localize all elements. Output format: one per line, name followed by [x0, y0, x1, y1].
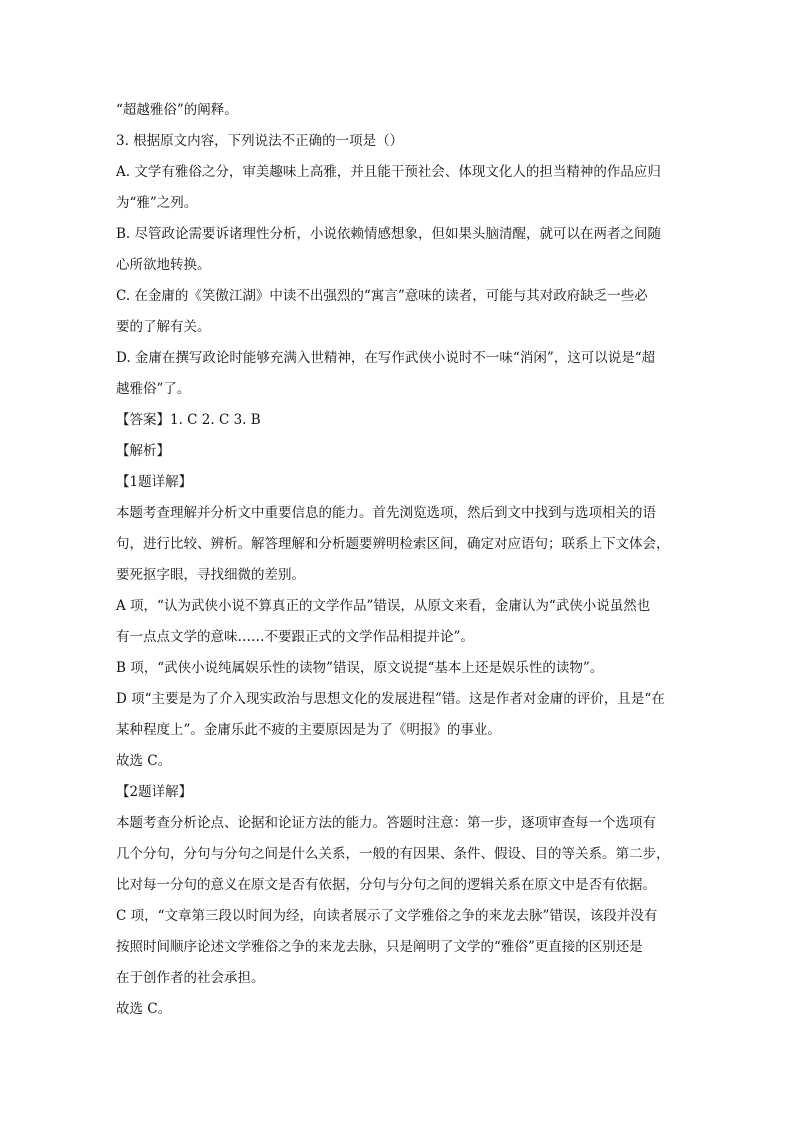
option-a-line-1: A. 文学有雅俗之分，审美趣味上高雅，并且能干预社会、体现文化人的担当精神的作品应归	[116, 164, 661, 180]
q1-explanation-line-3: 要死抠字眼，寻找细微的差别。	[116, 567, 305, 583]
q1-item-a-line-1: A 项，“认为武侠小说不算真正的文学作品”错误，从原文来看，金庸认为“武侠小说虽然也	[116, 598, 651, 614]
q1-explanation-line-2: 句，进行比较、辨析。解答理解和分析题要辨明检索区间，确定对应语句；联系上下文体会，	[116, 536, 670, 552]
q1-item-d-line-1: D 项“主要是为了介入现实政治与思想文化的发展进程”错。这是作者对金庸的评价，且是“在	[116, 691, 665, 707]
q2-explanation-line-3: 比对每一分句的意义在原文是否有依据，分句与分句之间的逻辑关系在原文中是否有依据。	[116, 877, 656, 893]
q2-item-c-line-2: 按照时间顺序论述文学雅俗之争的来龙去脉，只是阐明了文学的“雅俗”更直接的区别还是	[116, 939, 643, 955]
q1-item-a-line-2: 有一点点文学的意味……不要跟正式的文学作品相提并论”。	[116, 629, 474, 645]
option-c-line-1: C. 在金庸的《笑傲江湖》中读不出强烈的“寓言”意味的读者，可能与其对政府缺乏一些必	[116, 288, 648, 304]
option-d-line-2: 越雅俗”了。	[116, 381, 191, 397]
q2-detail-heading: 【2题详解】	[116, 784, 193, 800]
q2-conclusion: 故选 C。	[116, 1001, 172, 1017]
q1-detail-heading: 【1题详解】	[116, 474, 193, 490]
q2-explanation-line-2: 几个分句，分句与分句之间是什么关系，一般的有因果、条件、假设、目的等关系。第二步，	[116, 846, 670, 862]
analysis-heading: 【解析】	[116, 443, 170, 459]
question-3-stem: 3. 根据原文内容，下列说法不正确的一项是（）	[116, 133, 404, 149]
option-c-line-2: 要的了解有关。	[116, 319, 211, 335]
q1-item-d-line-2: 某种程度上”。金庸乐此不疲的主要原因是为了《明报》的事业。	[116, 722, 501, 738]
q2-item-c-line-3: 在于创作者的社会承担。	[116, 970, 265, 986]
q1-item-b: B 项，“武侠小说纯属娱乐性的读物”错误，原文说提“基本上还是娱乐性的读物”。	[116, 660, 604, 676]
answer-line: 【答案】1. C 2. C 3. B	[116, 412, 261, 428]
q1-conclusion: 故选 C。	[116, 753, 172, 769]
option-b-line-1: B. 尽管政论需要诉诸理性分析，小说依赖情感想象，但如果头脑清醒，就可以在两者之间随	[116, 226, 662, 242]
option-b-line-2: 心所欲地转换。	[116, 257, 211, 273]
text-line-q2-end: “超越雅俗”的阐释。	[116, 102, 238, 118]
option-d-line-1: D. 金庸在撰写政论时能够充满入世精神，在写作武侠小说时不一味“消闲”，这可以说是“超	[116, 350, 656, 366]
q1-explanation-line-1: 本题考查理解并分析文中重要信息的能力。首先浏览选项，然后到文中找到与选项相关的语	[116, 505, 656, 521]
document-body	[116, 101, 686, 1018]
option-a-line-2: 为“雅”之列。	[116, 195, 198, 211]
q2-explanation-line-1: 本题考查分析论点、论据和论证方法的能力。答题时注意：第一步，逐项审查每一个选项有	[116, 815, 656, 831]
q2-item-c-line-1: C 项，“文章第三段以时间为经，向读者展示了文学雅俗之争的来龙去脉”错误，该段并没有	[116, 908, 658, 924]
